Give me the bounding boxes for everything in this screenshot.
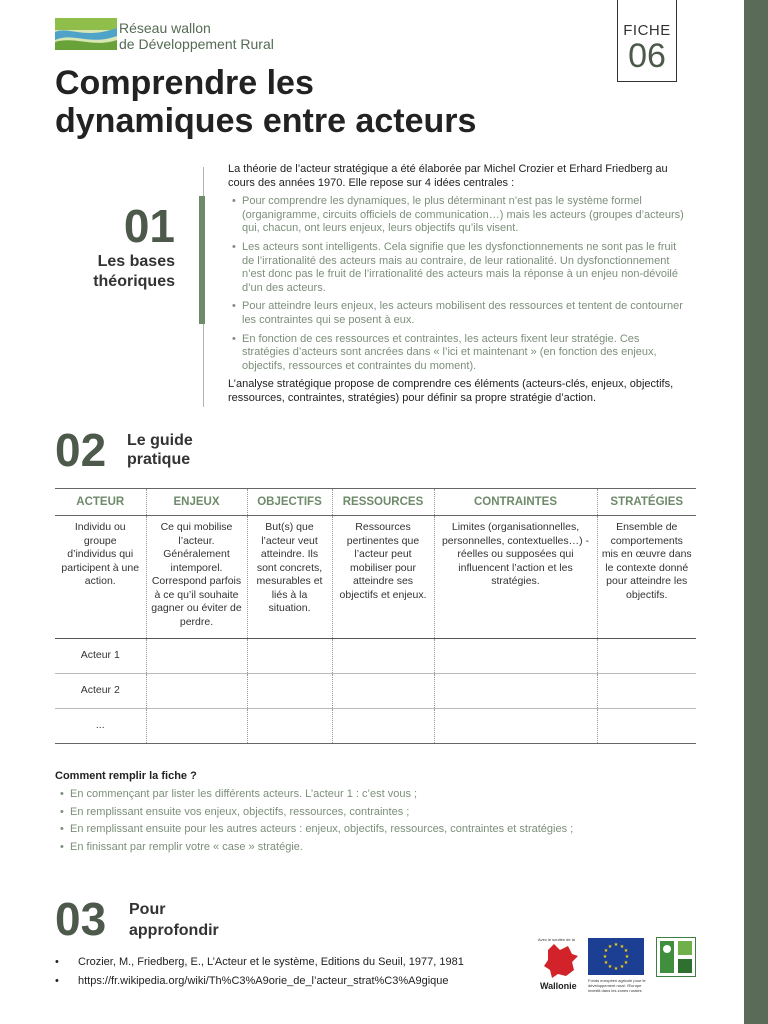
svg-text:★: ★ (603, 948, 609, 954)
list-item: • En remplissant ensuite pour les autres acteurs : enjeux, objectifs, ressources, contraintes et stratégies ; (60, 821, 573, 839)
section-1-label (50, 252, 175, 292)
title-line-1: Comprendre les (55, 64, 314, 102)
row-label: Acteur 1 (55, 639, 146, 674)
empty-cell (247, 674, 332, 709)
section-1-label-line-2: théoriques (93, 273, 175, 290)
svg-text:★: ★ (623, 948, 629, 954)
table-row (55, 639, 696, 674)
empty-cell (434, 639, 597, 674)
empty-cell (332, 674, 434, 709)
section-1-conclusion: L’analyse stratégique propose de comprendre ces éléments (acteurs-clés, enjeux, objectifs, ressources, contraintes, stratégies) pour définir sa propre stratégie d’action. (228, 378, 674, 404)
empty-cell (332, 709, 434, 744)
section-1-body (228, 163, 690, 406)
empty-cell (597, 674, 696, 709)
bullet-item: • En fonction de ces ressources et contraintes, les acteurs fixent leur stratégie. Ces stratégies d’acteurs sont ancrées dans « l’ici et maintenant » (en fonction des enjeux, objectifs, ressources et contraintes du moment). (228, 333, 690, 374)
title-line-2: dynamiques entre acteurs (55, 102, 477, 140)
wallonie-logo (538, 936, 582, 992)
desc-cell: But(s) que l’acteur veut atteindre. Ils sont concrets, mesurables et liés à la situation. (247, 516, 332, 639)
table-row (55, 674, 696, 709)
eu-caption: Fonds européen agricole pour le développement rural: l’Europe investit dans les zones rurales (588, 978, 646, 993)
empty-cell (332, 639, 434, 674)
empty-cell (597, 709, 696, 744)
list-item: • En commençant par lister les différents acteurs. L’acteur 1 : c’est vous ; (60, 786, 573, 804)
desc-cell: Ensemble de comportements mis en œuvre dans le contexte donné pour atteindre les objectifs. (597, 516, 696, 639)
org-name (119, 20, 274, 52)
section-1-intro: La théorie de l’acteur stratégique a été élaborée par Michel Crozier et Erhard Friedberg au cours des années 1970. Elle repose sur 4 idées centrales : (228, 163, 668, 189)
rooster-icon (544, 944, 578, 978)
svg-text:★: ★ (623, 960, 629, 966)
svg-text:★: ★ (602, 954, 608, 960)
guide-table (55, 488, 696, 744)
section-1-label-line-1: Les bases (97, 253, 175, 270)
svg-text:★: ★ (624, 954, 630, 960)
section-2-number: 02 (55, 424, 107, 476)
reference-item: • Crozier, M., Friedberg, E., L’Acteur et le système, Editions du Seuil, 1977, 1981 (55, 953, 464, 972)
section-2-label-line-2: pratique (127, 451, 191, 468)
section-1-number: 01 (123, 200, 175, 252)
list-item: • En finissant par remplir votre « case » stratégie. (60, 839, 573, 857)
desc-cell: Individu ou groupe d’individus qui participent à une action. (55, 516, 146, 639)
how-to-fill-list (60, 786, 573, 856)
empty-cell (146, 639, 247, 674)
row-label: ... (55, 709, 146, 744)
empty-cell (434, 709, 597, 744)
fiche-box (617, 0, 677, 82)
header-objectifs: OBJECTIFS (247, 489, 332, 516)
desc-cell: Ressources pertinentes que l’acteur peut mobiliser pour atteindre ses objectifs et enjeux. (332, 516, 434, 639)
empty-cell (247, 639, 332, 674)
empty-cell (146, 674, 247, 709)
svg-text:★: ★ (619, 944, 625, 950)
section-1-bullets (228, 195, 690, 373)
list-item: • En remplissant ensuite vos enjeux, objectifs, ressources, contraintes ; (60, 804, 573, 822)
leader-logo (656, 937, 696, 977)
section-2-label-line-1: Le guide (127, 432, 193, 449)
wallonie-caption: Avec le soutien de la (538, 937, 575, 942)
section-1-accent-bar (199, 196, 205, 324)
reference-link[interactable]: • https://fr.wikipedia.org/wiki/Th%C3%A9orie_de_l’acteur_strat%C3%A9gique (55, 972, 464, 991)
desc-cell: Limites (organisationnelles, personnelles, contextuelles…) - réelles ou supposées qui influencent l’action et les stratégies. (434, 516, 597, 639)
header-enjeux: ENJEUX (146, 489, 247, 516)
section-3-label-line-1: Pour (129, 901, 166, 918)
svg-text:★: ★ (619, 964, 625, 970)
table-description-row (55, 516, 696, 639)
desc-cell: Ce qui mobilise l’acteur. Généralement intemporel. Correspond parfois à ce qu’il souhaite gagner ou éviter de perdre. (146, 516, 247, 639)
empty-cell (597, 639, 696, 674)
fiche-label: FICHE (623, 22, 671, 39)
table-header-row (55, 489, 696, 516)
header-acteur: ACTEUR (55, 489, 146, 516)
side-color-band (744, 0, 768, 1024)
empty-cell (247, 709, 332, 744)
how-to-fill-title: Comment remplir la fiche ? (55, 770, 197, 782)
row-label: Acteur 2 (55, 674, 146, 709)
section-2-label (127, 431, 193, 469)
header-ressources: RESSOURCES (332, 489, 434, 516)
empty-cell (146, 709, 247, 744)
eu-flag-icon (588, 938, 644, 975)
fiche-number: 06 (628, 37, 666, 75)
empty-cell (434, 674, 597, 709)
org-line-1: Réseau wallon (119, 20, 211, 36)
svg-text:★: ★ (603, 960, 609, 966)
section-3-label-line-2: approfondir (129, 922, 219, 939)
wallonie-name: Wallonie (540, 981, 577, 991)
bullet-item: • Les acteurs sont intelligents. Cela signifie que les dysfonctionnements ne sont pas le fruit de l’irrationalité des acteurs mais au contraire, de leur rationalité. Un dysfonctionnement n’est donc pas le fruit de l’irrationalité des acteurs mais la réponse à un enjeu non-dévoilé d’un des acteurs. (228, 241, 690, 295)
bullet-item: • Pour atteindre leurs enjeux, les acteurs mobilisent des ressources et tentent de contourner les contraintes qui se posent à eux. (228, 300, 690, 327)
header-strategies: STRATÉGIES (597, 489, 696, 516)
org-line-2: de Développement Rural (119, 36, 274, 52)
svg-text:★: ★ (607, 964, 613, 970)
page-title (55, 64, 615, 140)
header-contraintes: CONTRAINTES (434, 489, 597, 516)
table-row (55, 709, 696, 744)
svg-text:★: ★ (613, 942, 619, 948)
section-3-number: 03 (55, 893, 107, 945)
svg-text:★: ★ (613, 966, 619, 972)
reference-list (55, 953, 464, 991)
rwdr-logo (55, 18, 117, 50)
bullet-item: • Pour comprendre les dynamiques, le plus déterminant n’est pas le système formel (organigramme, circuits officiels de communication…) mais les acteurs (groupes d’acteurs) qui, chacun, ont leurs enjeux, leurs objectifs qu’ils visent. (228, 195, 690, 236)
svg-text:★: ★ (607, 944, 613, 950)
section-3-label (129, 899, 219, 941)
